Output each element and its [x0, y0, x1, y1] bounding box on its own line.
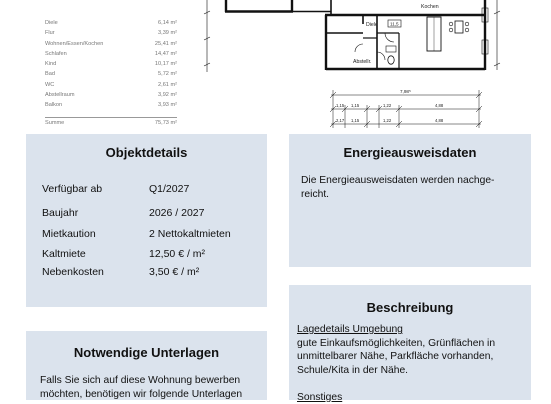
total-label: Summe [45, 120, 64, 126]
plan-dim-top: 7,98⁵ [400, 89, 411, 94]
plan-label-diele: Diele [366, 22, 378, 28]
room-name: Bad [45, 69, 55, 79]
plan-dim-bottom: 2,17 [336, 118, 345, 123]
detail-label: Kaltmiete [42, 248, 86, 260]
plan-dim-mid: 1,15 [336, 103, 345, 108]
room-name: Kind [45, 59, 56, 69]
room-row [45, 39, 177, 49]
energie-card [289, 134, 531, 267]
detail-label: Mietkaution [42, 228, 96, 240]
room-area: 14,47 m² [155, 49, 177, 59]
beschreibung-line: gute Einkaufsmöglichkeiten, Grünflächen in [297, 337, 527, 351]
floor-plan [195, 0, 525, 132]
room-name: WC [45, 80, 54, 90]
room-total-row [45, 120, 177, 128]
beschreibung-line: Schule/Kita in der Nähe. [297, 364, 527, 378]
plan-label-abstellr: Abstellr. [353, 59, 371, 65]
room-row [45, 90, 177, 100]
room-area: 25,41 m² [155, 39, 177, 49]
room-row [45, 49, 177, 59]
plan-label-kochen: Kochen [421, 4, 439, 10]
beschreibung-spacer [297, 377, 527, 391]
detail-value: 2 Nettokaltmieten [149, 228, 231, 240]
sonstiges-heading: Sonstiges [297, 391, 527, 404]
unterlagen-title: Notwendige Unterlagen [26, 345, 267, 360]
beschreibung-card [289, 285, 531, 400]
room-name: Schlafen [45, 49, 67, 59]
unterlagen-card [26, 331, 267, 400]
room-row [45, 69, 177, 79]
plan-dim-mid: 1,22 [383, 103, 392, 108]
unterlagen-text [40, 374, 264, 401]
detail-value: 12,50 € / m² [149, 248, 205, 260]
unterlagen-text-line: Falls Sie sich auf diese Wohnung bewerben [40, 374, 264, 388]
detail-value: 3,50 € / m² [149, 266, 199, 278]
room-row [45, 59, 177, 69]
plan-dim-mid: 1,15 [351, 103, 360, 108]
room-area: 3,92 m² [158, 90, 177, 100]
plan-dim-bottom: 1,15 [351, 118, 360, 123]
energie-text-line: Die Energieausweisdaten werden nachge- [301, 174, 526, 188]
detail-label: Nebenkosten [42, 266, 104, 278]
objektdetails-title: Objektdetails [26, 145, 267, 160]
room-name: Wohnen/Essen/Kochen [45, 39, 103, 49]
plan-label-diele-area: 11,5 [390, 22, 399, 27]
plan-dim-mid: 4,88 [435, 103, 444, 108]
room-area: 2,61 m² [158, 80, 177, 90]
room-area: 10,17 m² [155, 59, 177, 69]
unterlagen-text-line: möchten, benötigen wir folgende Unterlagen [40, 388, 264, 402]
detail-label: Verfügbar ab [42, 183, 102, 195]
beschreibung-title: Beschreibung [289, 300, 531, 315]
plan-dim-bottom: 4,88 [435, 118, 444, 123]
energie-text [301, 174, 526, 201]
room-name: Flur [45, 28, 55, 38]
room-area: 3,93 m² [158, 100, 177, 110]
lagedetails-heading: Lagedetails Umgebung [297, 323, 527, 337]
room-row [45, 28, 177, 38]
room-row [45, 80, 177, 90]
room-row [45, 100, 177, 110]
beschreibung-text [297, 323, 527, 404]
room-name: Diele [45, 18, 58, 28]
sum-divider [45, 117, 177, 118]
detail-label: Baujahr [42, 207, 78, 219]
room-row [45, 18, 177, 28]
detail-value: Q1/2027 [149, 183, 189, 195]
room-area-list [45, 18, 177, 111]
room-name: Balkon [45, 100, 62, 110]
room-name: Abstellraum [45, 90, 75, 100]
room-area: 3,39 m² [158, 28, 177, 38]
room-area: 5,72 m² [158, 69, 177, 79]
detail-value: 2026 / 2027 [149, 207, 204, 219]
energie-title: Energieausweisdaten [289, 145, 531, 160]
energie-text-line: reicht. [301, 188, 526, 202]
total-area: 75,73 m² [155, 120, 177, 126]
objektdetails-card [26, 134, 267, 307]
plan-dim-bottom: 1,22 [383, 118, 392, 123]
beschreibung-line: unmittelbarer Nähe, Parkfläche vorhanden, [297, 350, 527, 364]
room-area: 6,14 m² [158, 18, 177, 28]
